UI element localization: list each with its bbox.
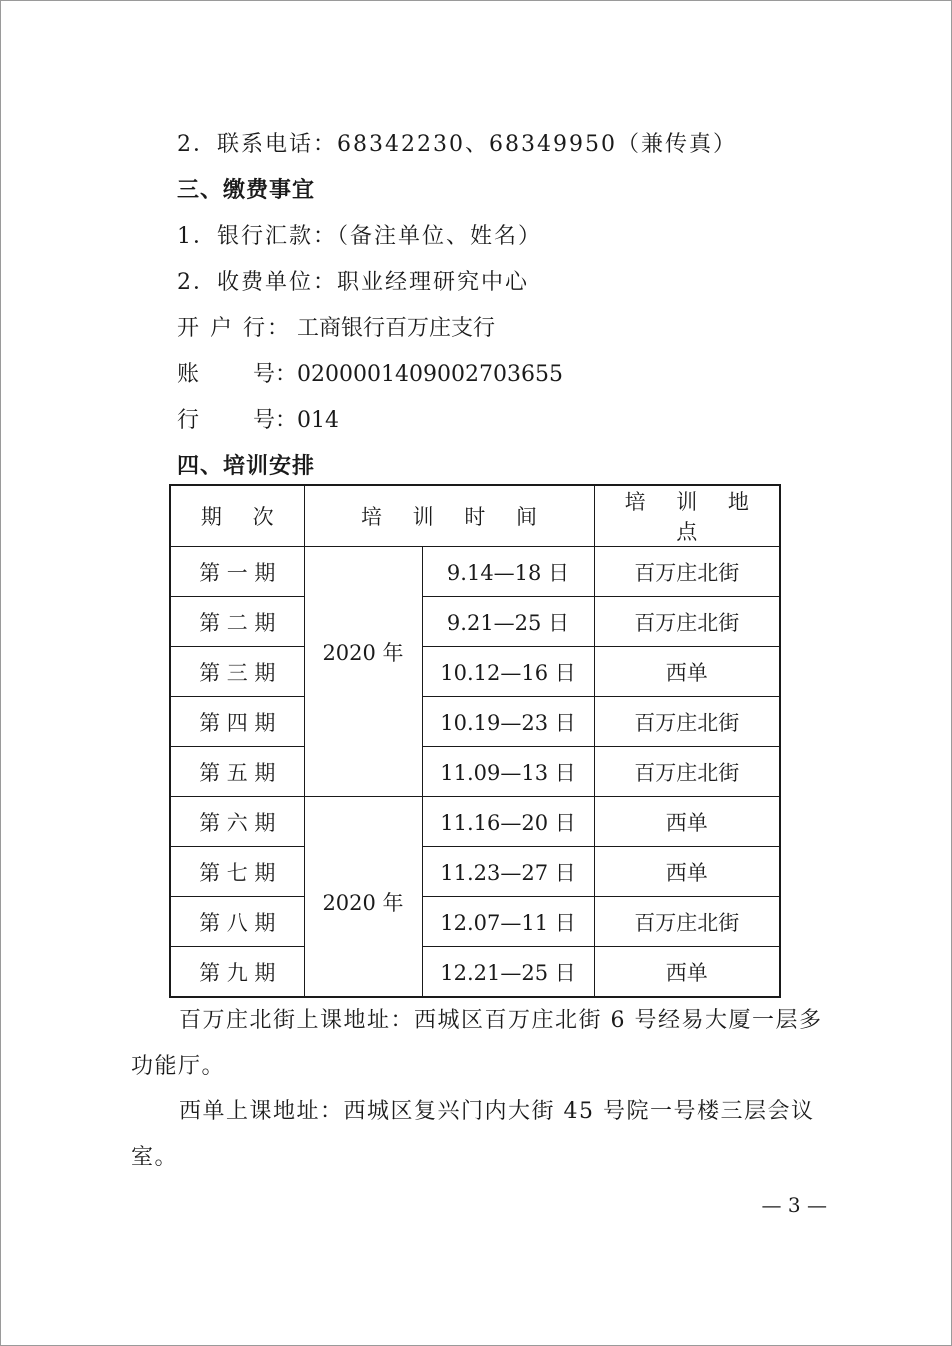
table-row bbox=[170, 697, 780, 747]
bank-label: 开 户 行： bbox=[177, 316, 291, 341]
period-cell: 第 六 期 bbox=[170, 797, 304, 847]
table-row bbox=[170, 647, 780, 697]
place-cell: 西单 bbox=[594, 647, 780, 697]
dates-cell: 10.19—23 日 bbox=[422, 697, 594, 747]
address-xidan: 西单上课地址：西城区复兴门内大街 45 号院一号楼三层会议室。 bbox=[131, 1099, 815, 1170]
period-cell: 第 三 期 bbox=[170, 647, 304, 697]
period-cell: 第 九 期 bbox=[170, 947, 304, 998]
place-cell: 西单 bbox=[594, 797, 780, 847]
branch-value: 014 bbox=[297, 408, 339, 433]
period-cell: 第 八 期 bbox=[170, 897, 304, 947]
account-value: 0200001409002703655 bbox=[297, 362, 563, 387]
bank-value: 工商银行百万庄支行 bbox=[297, 316, 496, 341]
table-header-row bbox=[170, 485, 780, 547]
fee-item-bank-transfer: 1．银行汇款：（备注单位、姓名） bbox=[177, 224, 542, 249]
table-row bbox=[170, 897, 780, 947]
place-cell: 西单 bbox=[594, 947, 780, 998]
period-cell: 第 一 期 bbox=[170, 547, 304, 597]
section-heading-schedule: 四、培训安排 bbox=[177, 454, 316, 479]
place-cell: 百万庄北街 bbox=[594, 747, 780, 797]
place-cell: 百万庄北街 bbox=[594, 597, 780, 647]
place-cell: 百万庄北街 bbox=[594, 547, 780, 597]
address-baiwanzhuang: 百万庄北街上课地址：西城区百万庄北街 6 号经易大厦一层多功能厅。 bbox=[131, 1008, 823, 1079]
table-row bbox=[170, 747, 780, 797]
dates-cell: 11.16—20 日 bbox=[422, 797, 594, 847]
page-number: — 3 — bbox=[761, 1193, 827, 1217]
branch-row bbox=[177, 406, 339, 436]
dates-cell: 11.23—27 日 bbox=[422, 847, 594, 897]
table-row bbox=[170, 947, 780, 998]
dates-cell: 12.07—11 日 bbox=[422, 897, 594, 947]
header-place: 培 训 地 点 bbox=[594, 485, 780, 547]
place-cell: 西单 bbox=[594, 847, 780, 897]
period-cell: 第 七 期 bbox=[170, 847, 304, 897]
place-cell: 百万庄北街 bbox=[594, 697, 780, 747]
year-cell: 2020 年 bbox=[304, 797, 422, 998]
account-row bbox=[177, 360, 563, 390]
table-row bbox=[170, 847, 780, 897]
section-heading-fees: 三、缴费事宜 bbox=[177, 178, 316, 203]
dates-cell: 11.09—13 日 bbox=[422, 747, 594, 797]
dates-cell: 9.14—18 日 bbox=[422, 547, 594, 597]
training-schedule-table bbox=[169, 484, 781, 998]
period-cell: 第 二 期 bbox=[170, 597, 304, 647]
period-cell: 第 五 期 bbox=[170, 747, 304, 797]
dates-cell: 12.21—25 日 bbox=[422, 947, 594, 998]
table-row bbox=[170, 547, 780, 597]
dates-cell: 10.12—16 日 bbox=[422, 647, 594, 697]
year-cell: 2020 年 bbox=[304, 547, 422, 797]
header-period: 期 次 bbox=[170, 485, 304, 547]
bank-row bbox=[177, 314, 495, 344]
table-row bbox=[170, 797, 780, 847]
period-cell: 第 四 期 bbox=[170, 697, 304, 747]
contact-phone: 2．联系电话：68342230、68349950（兼传真） bbox=[177, 132, 737, 157]
header-time: 培 训 时 间 bbox=[304, 485, 594, 547]
place-cell: 百万庄北街 bbox=[594, 897, 780, 947]
fee-item-payee: 2．收费单位：职业经理研究中心 bbox=[177, 270, 529, 295]
branch-label: 行 号： bbox=[177, 408, 297, 433]
dates-cell: 9.21—25 日 bbox=[422, 597, 594, 647]
table-row bbox=[170, 597, 780, 647]
account-label: 账 号： bbox=[177, 362, 297, 387]
